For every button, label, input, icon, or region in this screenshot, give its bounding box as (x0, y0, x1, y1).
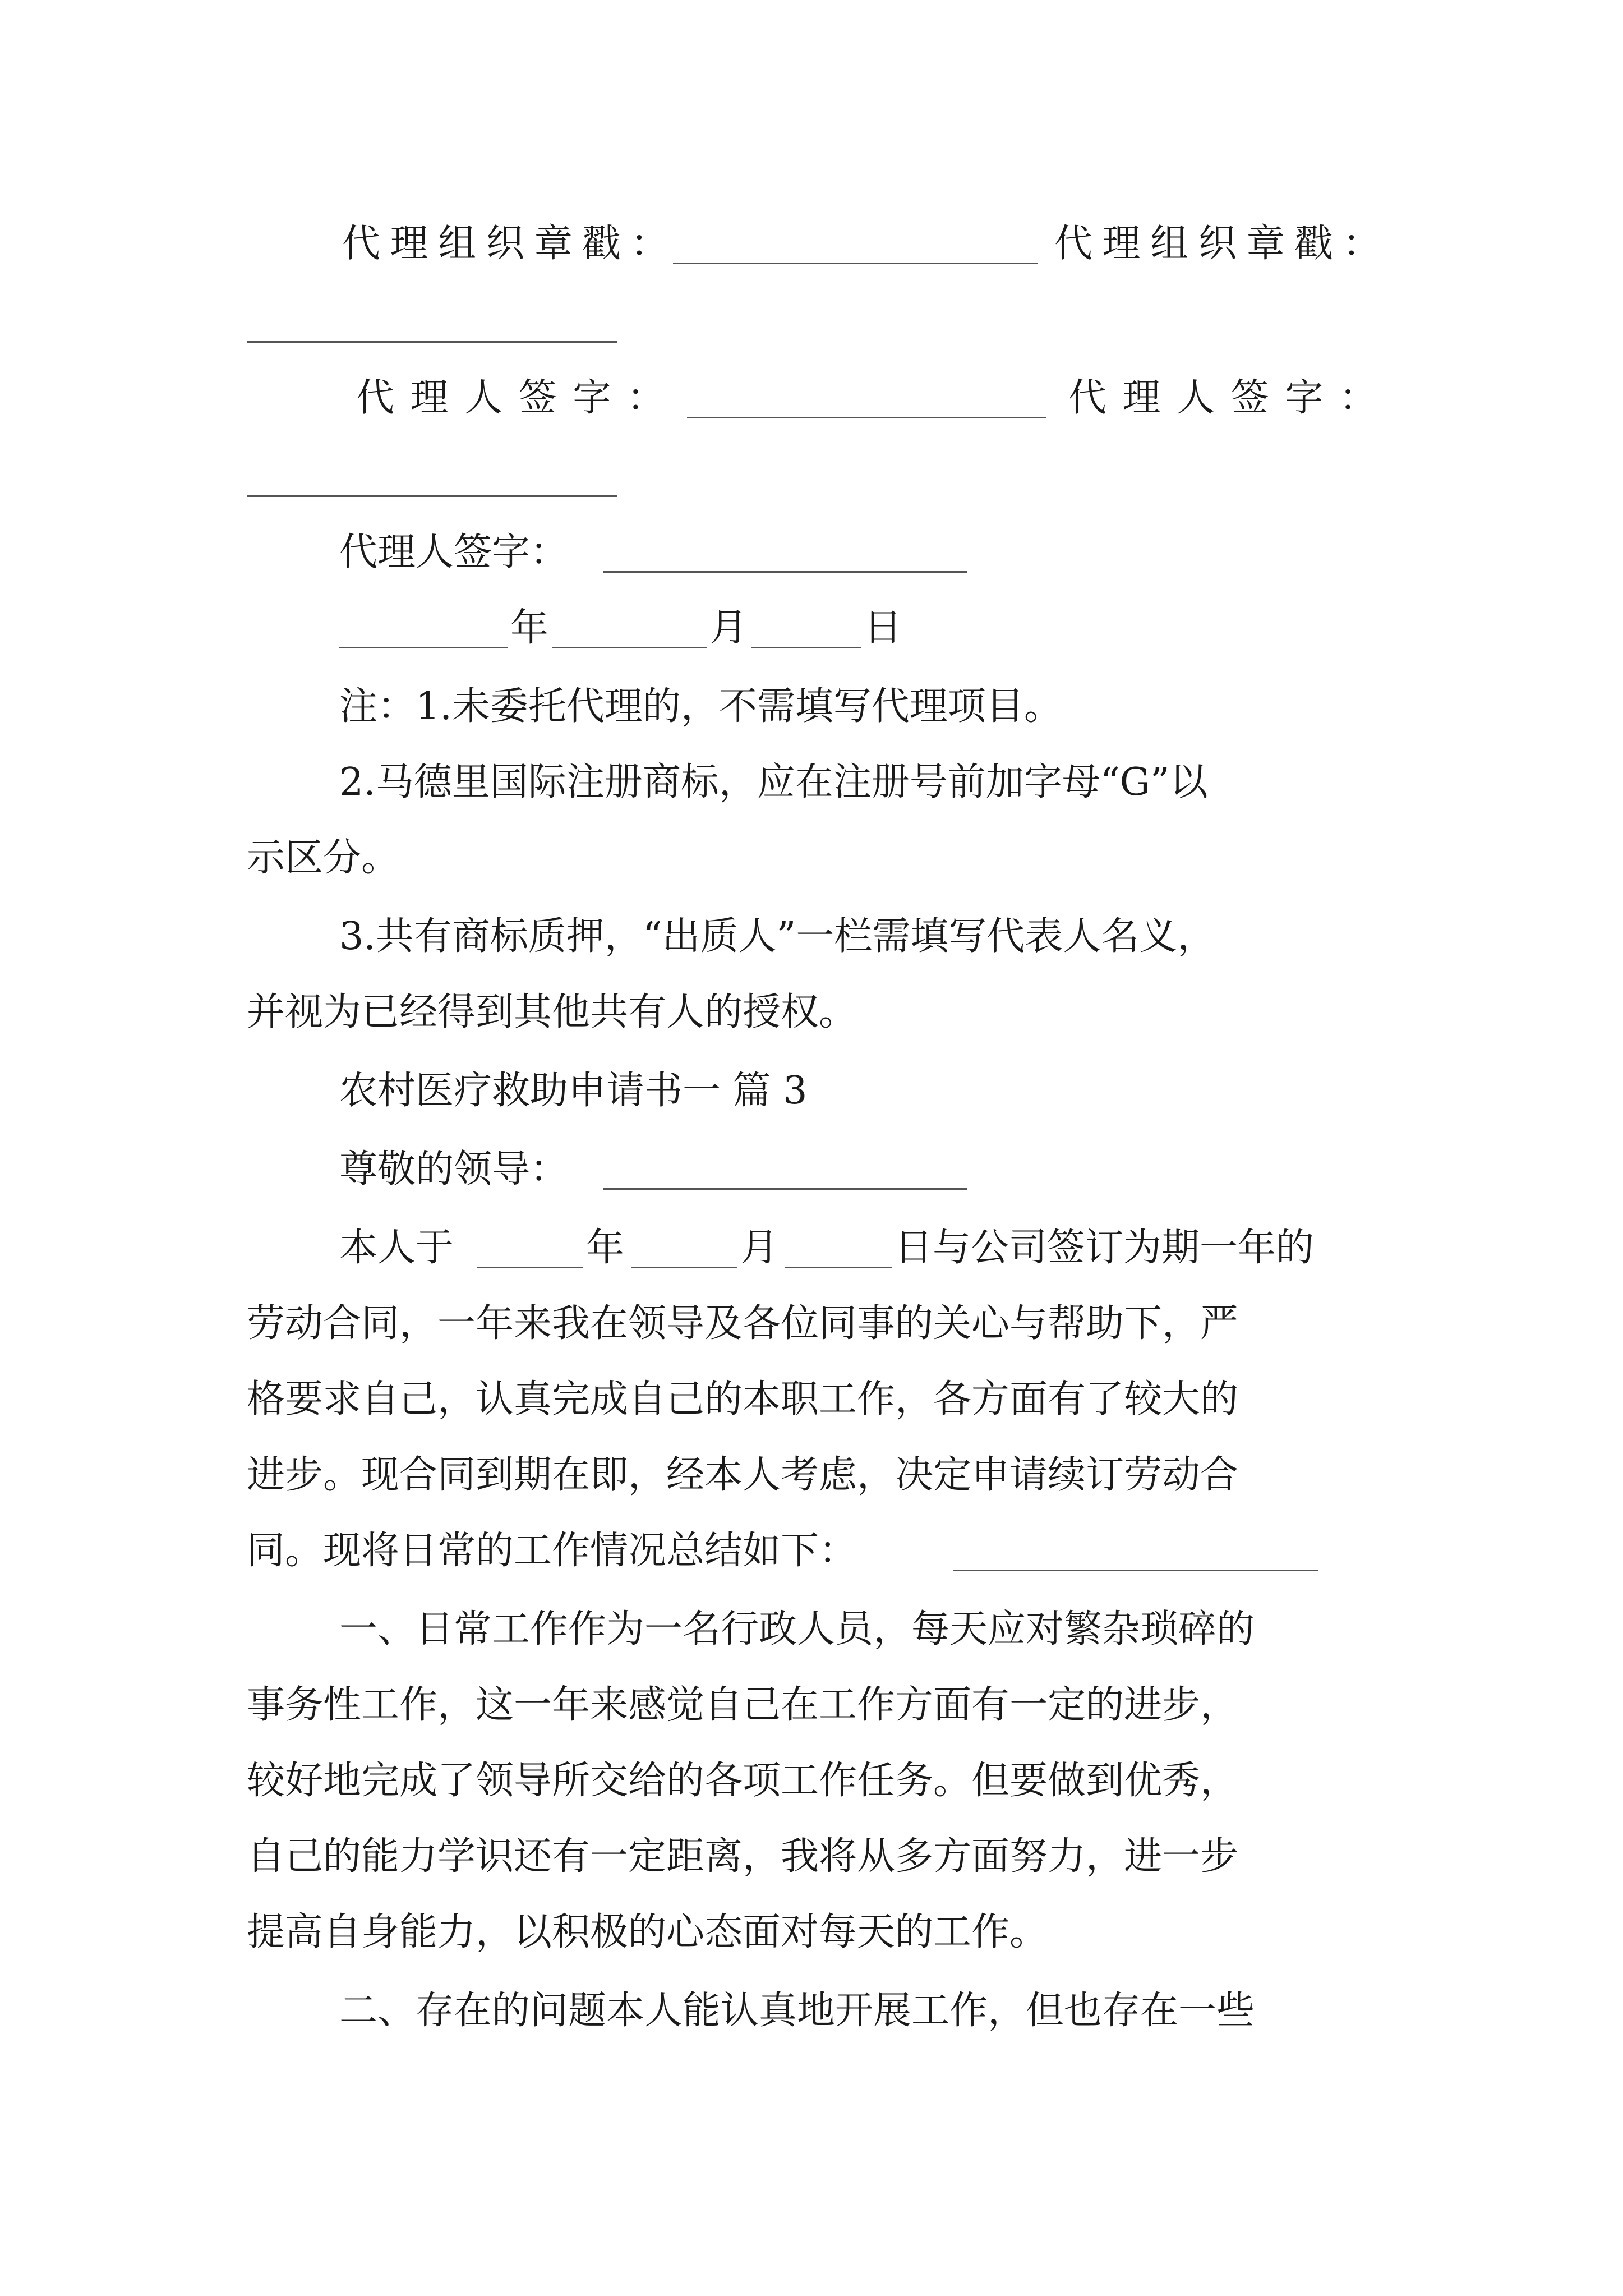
para1-line4 (0, 1436, 1623, 1515)
para2-text-l4: 自己的能力学识还有一定距离，我将从多方面努力，进一步 (247, 1834, 1239, 1879)
para3-line1 (0, 1972, 1623, 2050)
agent-sign-label-3: 代理人签字： (339, 530, 569, 574)
para1-line3 (0, 1360, 1623, 1439)
year-blank[interactable] (339, 647, 508, 648)
month-blank[interactable] (552, 647, 707, 648)
section-title-text: 农村医疗救助申请书一 篇 3 (339, 1069, 808, 1113)
para1-text-d: 日与公司签订为期一年的 (895, 1226, 1315, 1270)
para1-text-b: 年 (586, 1226, 625, 1270)
para2-text-l2: 事务性工作，这一年来感觉自己在工作方面有一定的进步， (247, 1683, 1239, 1727)
agent-sign-label-2: 代理人签字： (1068, 376, 1394, 420)
year-label: 年 (510, 606, 549, 650)
para1-line1 (0, 1209, 1623, 1287)
note-1-text: 注：1.未委托代理的，不需填写代理项目。 (339, 684, 1062, 729)
note-2-cont (0, 819, 1623, 898)
note-2-text: 2.马德里国际注册商标，应在注册号前加字母“G”以 (339, 760, 1208, 804)
para1-text-l5: 同。现将日常的工作情况总结如下： (247, 1529, 857, 1573)
para1-text-c: 月 (740, 1226, 779, 1270)
para2-line1 (0, 1590, 1623, 1669)
agency-stamp-row (0, 205, 1623, 283)
agent-sign-blank-2[interactable] (247, 495, 617, 497)
agency-stamp-label: 代理组织章戳： (342, 222, 679, 266)
para1-line5 (0, 1512, 1623, 1590)
note-2-text-cont: 示区分。 (247, 836, 400, 880)
note-3-cont (0, 973, 1623, 1052)
agent-sign-row-3 (0, 513, 1623, 592)
note-1 (0, 668, 1623, 746)
summary-blank[interactable] (953, 1570, 1318, 1571)
para2-text-l5: 提高自身能力，以积极的心态面对每天的工作。 (247, 1910, 1048, 1954)
para1-text-l4: 进步。现合同到期在即，经本人考虑，决定申请续订劳动合 (247, 1453, 1239, 1497)
note-3 (0, 898, 1623, 976)
agency-stamp-blank[interactable] (673, 263, 1038, 264)
para2-line4 (0, 1818, 1623, 1896)
salutation-text: 尊敬的领导： (339, 1147, 569, 1191)
para1-text-l2: 劳动合同，一年来我在领导及各位同事的关心与帮助下，严 (247, 1301, 1239, 1346)
agent-sign-row (0, 359, 1623, 438)
date-line (0, 589, 1623, 668)
para2-text-l3: 较好地完成了领导所交给的各项工作任务。但要做到优秀， (247, 1759, 1239, 1803)
para1-text-l3: 格要求自己，认真完成自己的本职工作，各方面有了较大的 (247, 1377, 1239, 1421)
agency-stamp-label-2: 代理组织章戳： (1054, 222, 1391, 266)
para2-line2 (0, 1666, 1623, 1745)
contract-day-blank[interactable] (785, 1267, 892, 1268)
para2-line3 (0, 1742, 1623, 1820)
note-3-text: 3.共有商标质押，“出质人”一栏需填写代表人名义， (339, 914, 1216, 959)
month-label: 月 (709, 606, 748, 650)
section-title (0, 1052, 1623, 1130)
para2-text-l1: 一、日常工作作为一名行政人员，每天应对繁杂琐碎的 (339, 1607, 1255, 1651)
contract-month-blank[interactable] (631, 1267, 737, 1268)
agent-sign-blank[interactable] (687, 417, 1046, 418)
para1-line2 (0, 1285, 1623, 1363)
note-3-text-cont: 并视为已经得到其他共有人的授权。 (247, 990, 857, 1034)
day-label: 日 (864, 606, 902, 650)
agency-stamp-blank-2[interactable] (247, 341, 617, 343)
para3-text-l1: 二、存在的问题本人能认真地开展工作，但也存在一些 (339, 1989, 1255, 2033)
para1-text-a: 本人于 (339, 1226, 454, 1270)
contract-year-blank[interactable] (477, 1267, 583, 1268)
salutation (0, 1130, 1623, 1209)
agent-sign-blank-3[interactable] (603, 571, 967, 573)
para2-line5 (0, 1893, 1623, 1972)
note-2 (0, 743, 1623, 822)
salutation-blank[interactable] (603, 1188, 967, 1190)
day-blank[interactable] (751, 647, 861, 648)
agent-sign-label: 代理人签字： (356, 376, 681, 420)
